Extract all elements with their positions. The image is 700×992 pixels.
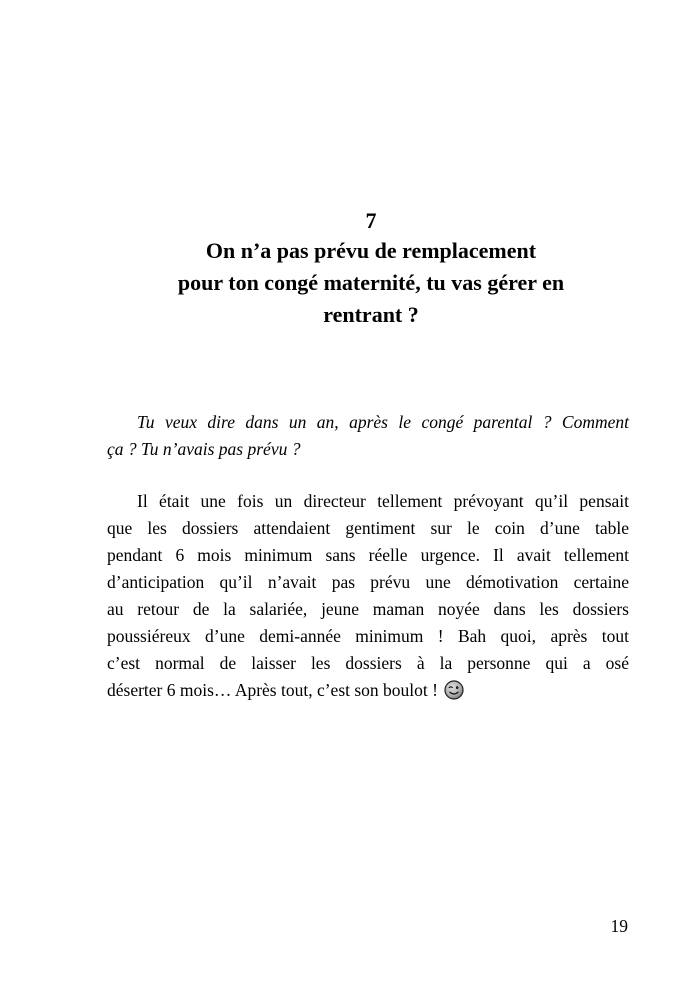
paragraph-line: que les dossiers attendaient gentiment sur le coin d’une table: [107, 518, 629, 538]
chapter-title-line: pour ton congé maternité, tu vas gérer en: [177, 270, 565, 295]
page-number: 19: [610, 916, 628, 936]
paragraph-line: au retour de la salariée, jeune maman noyée dans les dossiers: [107, 599, 629, 619]
paragraph-line-text: déserter 6 mois… Après tout, c’est son boulot !: [107, 680, 438, 700]
chapter-title-line: On n’a pas prévu de remplacement: [205, 238, 537, 263]
paragraph-line: Il était une fois un directeur tellement prévoyant qu’il pensait: [137, 491, 629, 511]
chapter-title: [150, 235, 592, 331]
paragraph-line: pendant 6 mois minimum sans réelle urgence. Il avait tellement: [107, 545, 629, 565]
chapter-number: 7: [365, 208, 377, 233]
winking-face-icon: [444, 680, 464, 708]
paragraph-line: c’est normal de laisser les dossiers à la personne qui a osé: [107, 653, 629, 673]
intro-paragraph: [107, 409, 629, 463]
paragraph-line: Tu veux dire dans un an, après le congé parental ? Comment: [137, 412, 629, 432]
paragraph-line: poussiéreux d’une demi-année minimum ! Bah quoi, après tout: [107, 626, 629, 646]
paragraph-line: ça ? Tu n’avais pas prévu ?: [107, 439, 301, 459]
paragraph-line-last: [107, 677, 629, 708]
paragraph-line: d’anticipation qu’il n’avait pas prévu une démotivation certaine: [107, 572, 629, 592]
chapter-title-line: rentrant ?: [323, 302, 419, 327]
body-paragraph: [107, 488, 629, 708]
